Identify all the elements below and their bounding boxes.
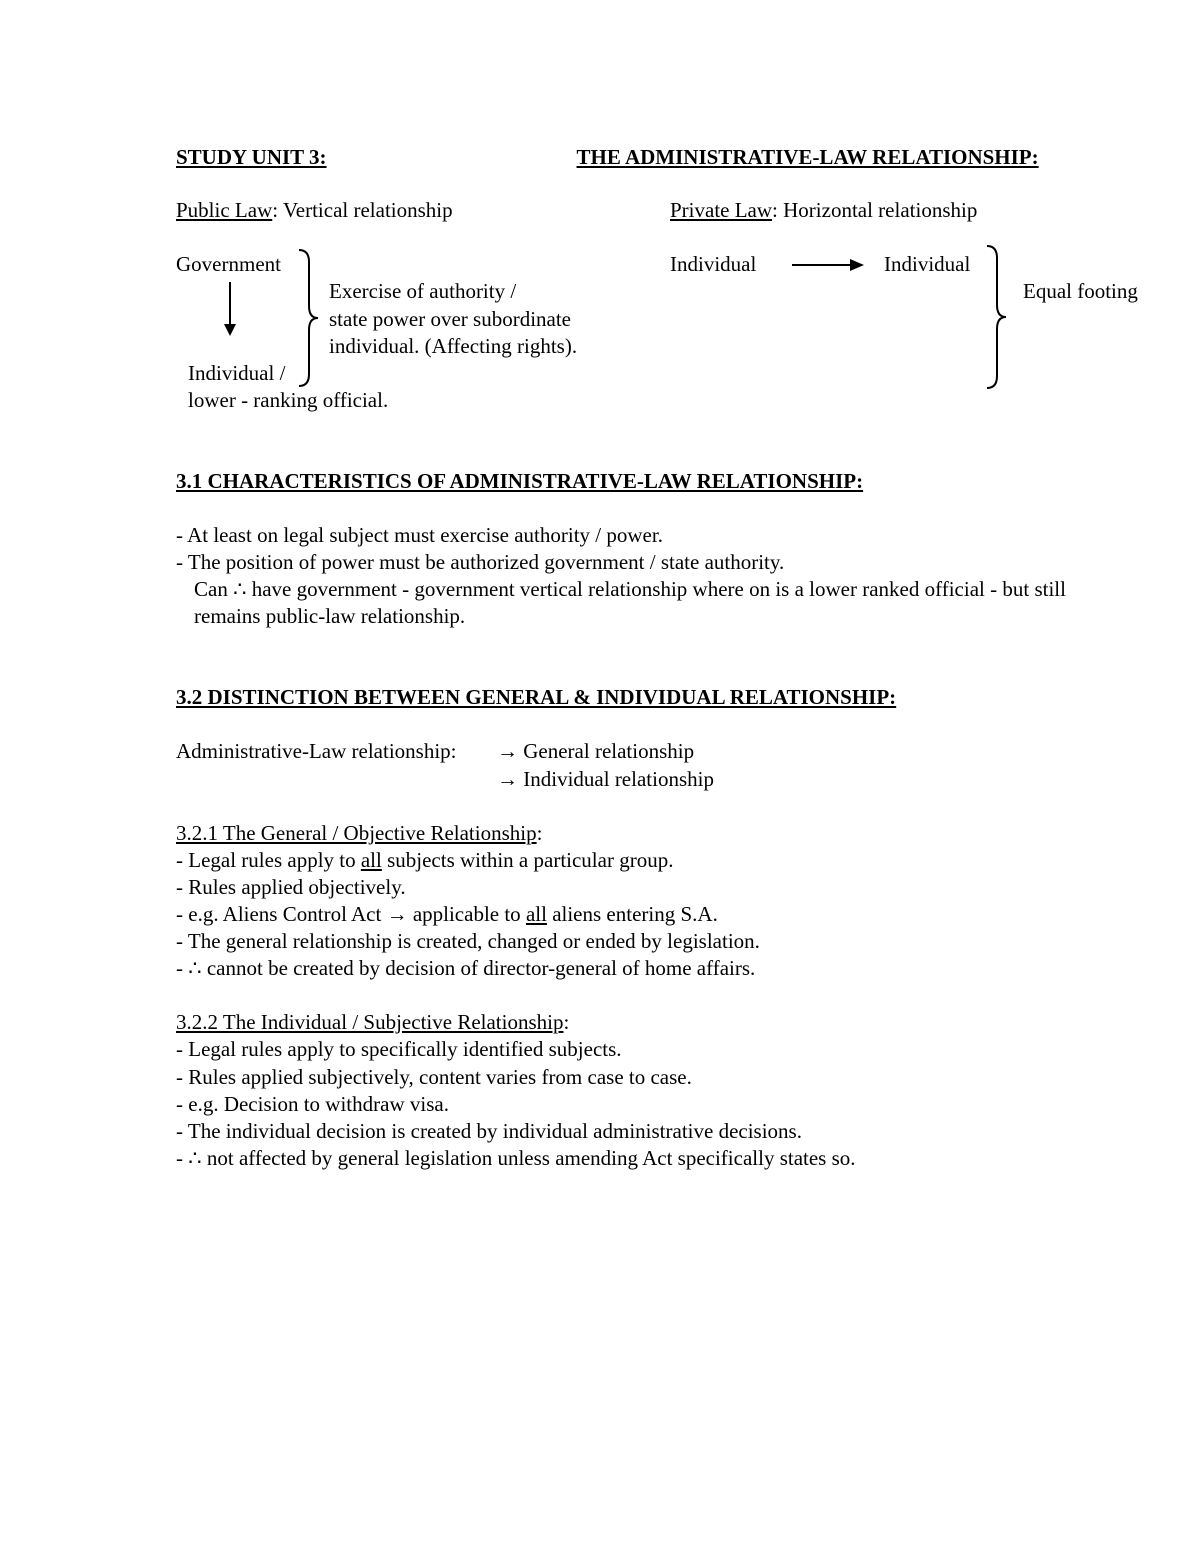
- text-segment: subjects within a particular group.: [381, 848, 674, 872]
- authority-line-3: individual. (Affecting rights).: [329, 334, 578, 358]
- public-law-heading: [176, 197, 453, 224]
- list-item: - e.g. Decision to withdraw visa.: [176, 1092, 449, 1116]
- right-brace-icon: [984, 244, 1010, 390]
- section-3-1-heading: 3.1 CHARACTERISTICS OF ADMINISTRATIVE-LAW RELATIONSHIP:: [176, 469, 864, 493]
- private-law-heading: [670, 197, 977, 224]
- emphasis-all: all: [525, 902, 547, 926]
- individual-label: Individual /: [188, 361, 286, 385]
- list-item: - Rules applied subjectively, content varies from case to case.: [176, 1065, 692, 1089]
- equal-footing-label: Equal footing: [1023, 279, 1138, 303]
- right-brace-icon: [296, 248, 322, 388]
- section-3-2-1-heading: [176, 820, 542, 847]
- unit-title: THE ADMINISTRATIVE-LAW RELATIONSHIP:: [576, 145, 1039, 169]
- section-3-2-2-title: 3.2.2 The Individual / Subjective Relationship: [176, 1010, 564, 1034]
- list-item: Can ∴ have government - government vertical relationship where on is a lower ranked official - but still: [194, 577, 1066, 601]
- unit-header-bar: [176, 144, 1039, 171]
- section-3-2-2-heading: [176, 1009, 569, 1036]
- heading-colon: :: [536, 821, 543, 845]
- text-segment: - Legal rules apply to: [176, 848, 361, 872]
- section-3-2-1-title: 3.2.1 The General / Objective Relationship: [176, 821, 537, 845]
- private-individual-left: Individual: [670, 252, 757, 276]
- general-relationship-item: → General relationship: [497, 739, 695, 763]
- list-item: - The position of power must be authorized government / state authority.: [176, 550, 785, 574]
- admin-law-intro-label: Administrative-Law relationship:: [176, 739, 457, 763]
- public-law-label: Public Law: [176, 198, 273, 222]
- list-item: [176, 901, 718, 928]
- text-segment: - e.g. Aliens Control Act → applicable to: [176, 902, 526, 926]
- text-segment: aliens entering S.A.: [546, 902, 718, 926]
- list-item: [176, 847, 673, 874]
- list-item: - The general relationship is created, changed or ended by legislation.: [176, 929, 760, 953]
- public-law-desc: : Vertical relationship: [272, 198, 453, 222]
- right-arrow-icon: [792, 256, 866, 274]
- heading-colon: :: [563, 1010, 570, 1034]
- government-label: Government: [176, 252, 281, 276]
- authority-line-1: Exercise of authority /: [329, 279, 517, 303]
- lower-official-label: lower - ranking official.: [188, 388, 389, 412]
- individual-relationship-item: → Individual relationship: [497, 767, 714, 791]
- section-3-2-heading: 3.2 DISTINCTION BETWEEN GENERAL & INDIVIDUAL RELATIONSHIP:: [176, 685, 897, 709]
- list-item: - ∴ not affected by general legislation unless amending Act specifically states so.: [176, 1146, 856, 1170]
- list-item: - Legal rules apply to specifically identified subjects.: [176, 1037, 622, 1061]
- private-law-desc: : Horizontal relationship: [772, 198, 978, 222]
- private-law-label: Private Law: [670, 198, 773, 222]
- list-item: - ∴ cannot be created by decision of director-general of home affairs.: [176, 956, 756, 980]
- list-item: remains public-law relationship.: [194, 604, 466, 628]
- private-individual-right: Individual: [884, 252, 971, 276]
- authority-line-2: state power over subordinate: [329, 307, 572, 331]
- list-item: - The individual decision is created by individual administrative decisions.: [176, 1119, 802, 1143]
- unit-label: STUDY UNIT 3:: [176, 145, 327, 169]
- list-item: - At least on legal subject must exercise authority / power.: [176, 523, 663, 547]
- down-arrow-icon: [220, 282, 240, 338]
- emphasis-all: all: [360, 848, 382, 872]
- list-item: - Rules applied objectively.: [176, 875, 406, 899]
